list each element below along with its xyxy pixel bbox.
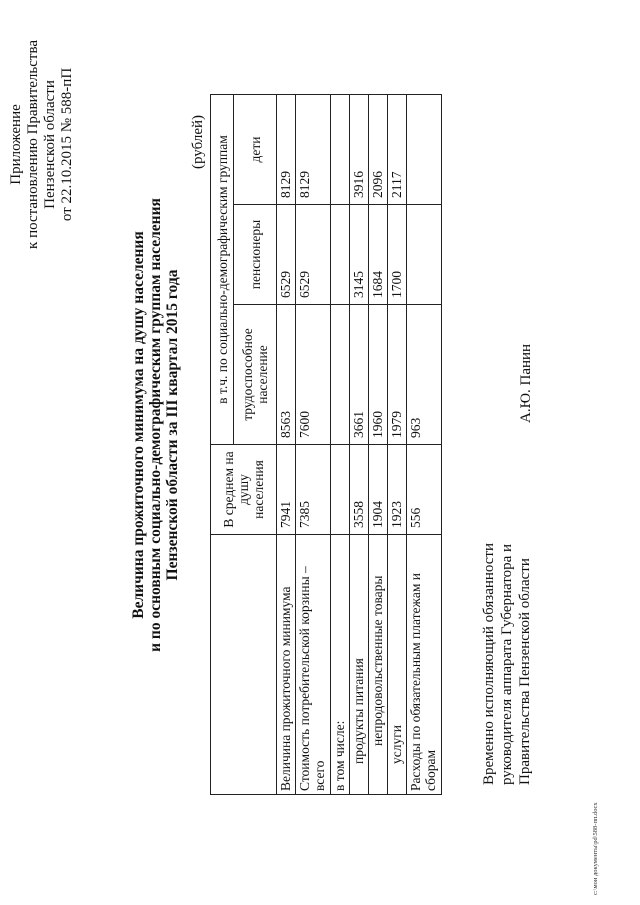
cell-avg: 3558: [350, 445, 369, 535]
appendix-line: Приложение: [8, 104, 24, 185]
cell-working: 8563: [277, 305, 296, 445]
cell-avg: 556: [407, 445, 442, 535]
table-row: [407, 95, 442, 795]
table-row: [388, 95, 407, 795]
header-pensioners: пенсионеры: [234, 205, 277, 305]
title-line: Величина прожиточного минимума на душу населения: [130, 231, 147, 619]
signatory-position: [480, 543, 534, 785]
cell-pensioners: 6529: [277, 205, 296, 305]
table-row: [350, 95, 369, 795]
signatory-name: А.Ю. Панин: [518, 343, 534, 423]
units-label: (рублей): [190, 114, 206, 169]
cell-avg: 7385: [296, 445, 331, 535]
title-line: и по основным социально-демографическим группам населения: [147, 198, 164, 652]
table-row: [296, 95, 331, 795]
signatory-line: руководителя аппарата Губернатора и: [499, 543, 515, 785]
cell-avg: [331, 445, 350, 535]
cell-avg: 7941: [277, 445, 296, 535]
header-avg: В среднем на душу населения: [211, 445, 277, 535]
subsistence-table: [210, 94, 442, 795]
cell-avg: 1904: [369, 445, 388, 535]
cell-working: 3661: [350, 305, 369, 445]
file-path: c:\мои документы\pd\588-пп.docx: [592, 802, 599, 895]
cell-pensioners: 1700: [388, 205, 407, 305]
cell-pensioners: [407, 205, 442, 305]
cell-working: 963: [407, 305, 442, 445]
cell-children: [331, 95, 350, 205]
header-children: дети: [234, 95, 277, 205]
row-label: Величина прожиточного минимума: [277, 535, 296, 795]
row-label: Расходы по обязательным платежам и сборам: [407, 535, 442, 795]
table-header-row: [211, 95, 234, 795]
document-title: [130, 145, 181, 705]
cell-pensioners: 3145: [350, 205, 369, 305]
row-label: непродовольственные товары: [369, 535, 388, 795]
cell-children: 8129: [296, 95, 331, 205]
cell-pensioners: 1684: [369, 205, 388, 305]
appendix-line: от 22.10.2015 № 588-пП: [59, 67, 75, 222]
table-row: [331, 95, 350, 795]
cell-children: 2117: [388, 95, 407, 205]
cell-pensioners: [331, 205, 350, 305]
row-label: Стоимость потребительской корзины – всего: [296, 535, 331, 795]
cell-working: 7600: [296, 305, 331, 445]
header-groups: в т.ч. по социально-демографическим группам: [211, 95, 234, 445]
appendix-line: к постановлению Правительства: [25, 40, 41, 249]
table-row: [277, 95, 296, 795]
cell-working: [331, 305, 350, 445]
signatory-line: Правительства Пензенской области: [517, 558, 533, 785]
cell-working: 1960: [369, 305, 388, 445]
cell-children: 3916: [350, 95, 369, 205]
cell-children: 2096: [369, 95, 388, 205]
cell-children: [407, 95, 442, 205]
row-label: продукты питания: [350, 535, 369, 795]
cell-working: 1979: [388, 305, 407, 445]
appendix-line: Пензенской области: [42, 80, 58, 209]
row-label: услуги: [388, 535, 407, 795]
appendix-block: [8, 40, 76, 249]
signatory-line: Временно исполняющий обязанности: [481, 542, 497, 785]
row-label: в том числе:: [331, 535, 350, 795]
header-label-cell: [211, 535, 277, 795]
header-working: трудоспособное население: [234, 305, 277, 445]
cell-pensioners: 6529: [296, 205, 331, 305]
table-row: [369, 95, 388, 795]
title-line: Пензенской области за III квартал 2015 года: [164, 269, 181, 581]
cell-avg: 1923: [388, 445, 407, 535]
cell-children: 8129: [277, 95, 296, 205]
